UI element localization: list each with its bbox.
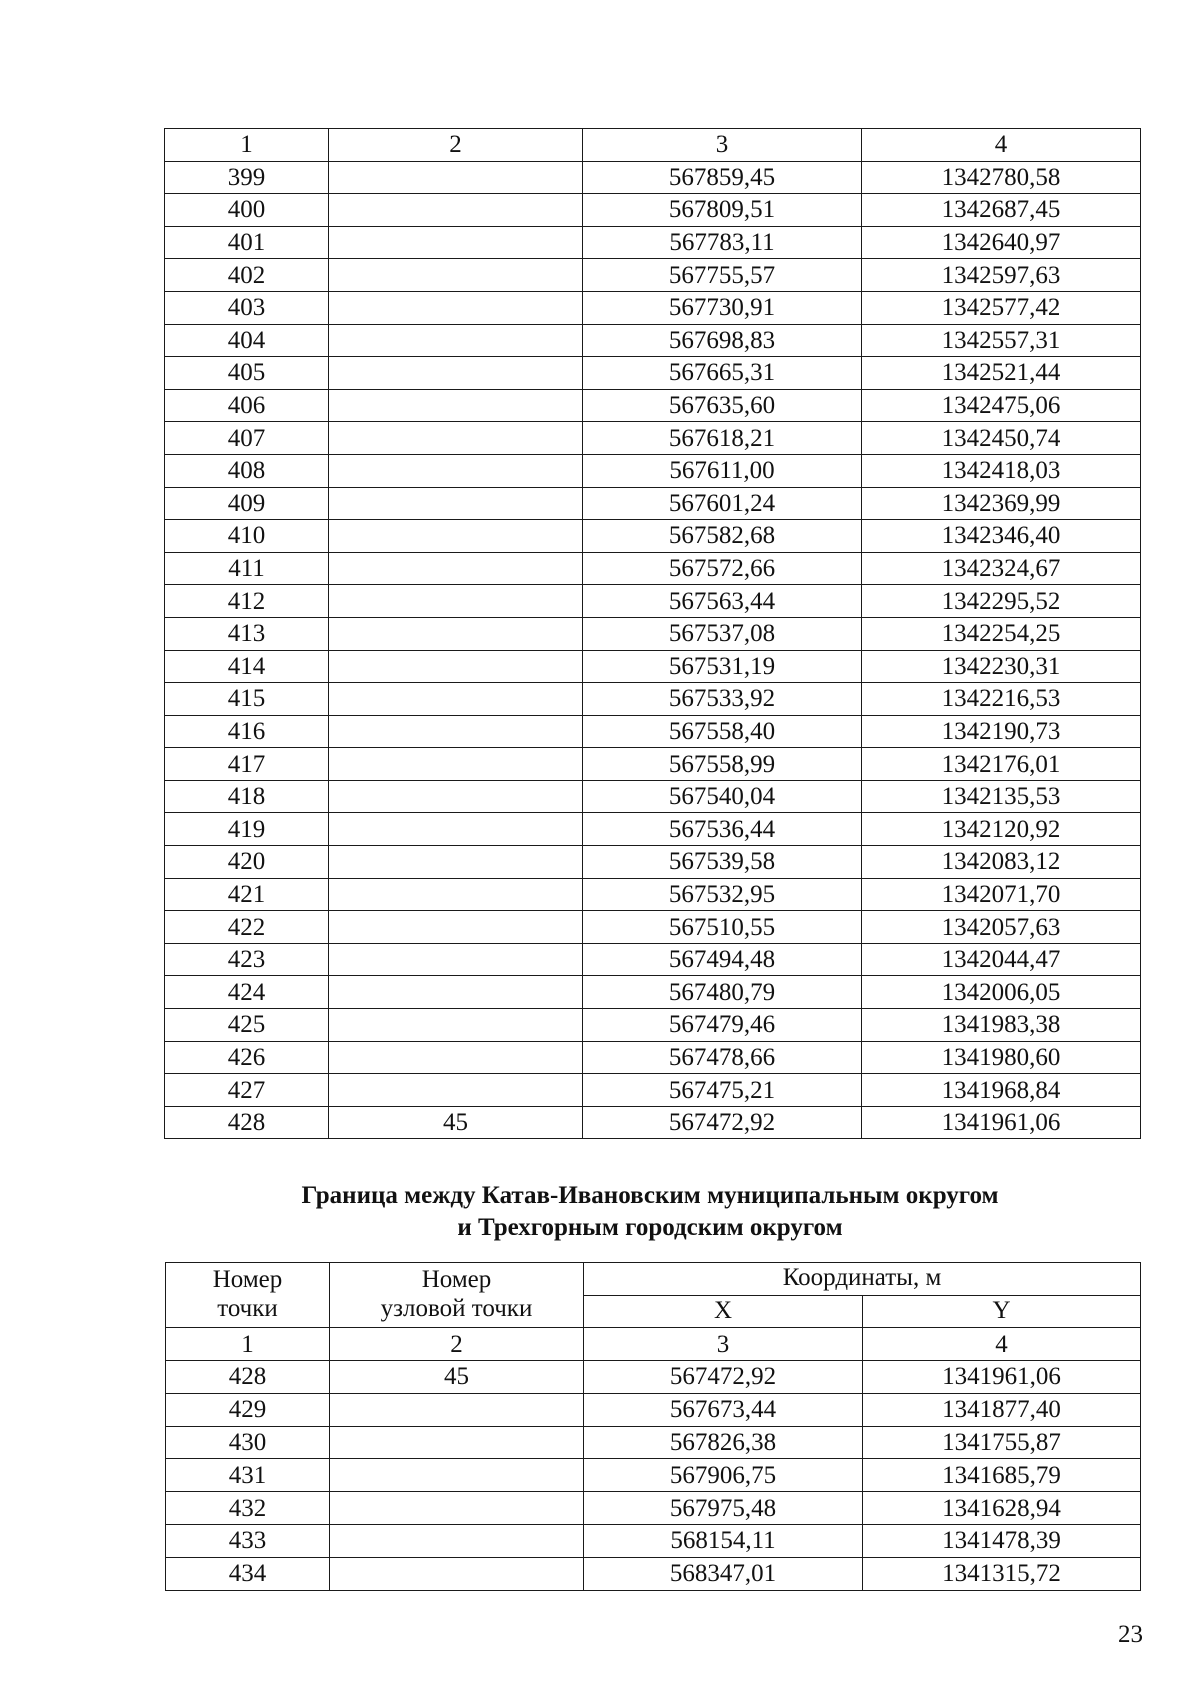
table-cell: 400: [165, 194, 329, 227]
table-cell: 567536,44: [583, 813, 862, 846]
table-cell: 408: [165, 454, 329, 487]
table-cell: 567472,92: [583, 1106, 862, 1139]
table-cell: 567510,55: [583, 911, 862, 944]
table-cell: [329, 324, 583, 357]
table-cell: 567826,38: [584, 1426, 863, 1459]
table-cell: [329, 487, 583, 520]
table-row: [165, 617, 1141, 650]
table-cell: 427: [165, 1074, 329, 1107]
column-number-cell: 1: [166, 1328, 330, 1361]
table-cell: 567532,95: [583, 878, 862, 911]
table-cell: 1341478,39: [863, 1524, 1141, 1557]
table-cell: 567730,91: [583, 291, 862, 324]
table-cell: [329, 715, 583, 748]
table-row: [165, 520, 1141, 553]
heading-line-2: и Трехгорным городским округом: [457, 1214, 843, 1241]
table-cell: [329, 911, 583, 944]
page-number: 23: [1118, 1621, 1143, 1648]
table-row: [166, 1360, 1141, 1393]
table-cell: [329, 389, 583, 422]
table-row: [165, 1041, 1141, 1074]
table-cell: 1342418,03: [862, 454, 1141, 487]
table-cell: 567601,24: [583, 487, 862, 520]
table-cell: 434: [166, 1557, 330, 1590]
table-cell: 430: [166, 1426, 330, 1459]
table-cell: 414: [165, 650, 329, 683]
column-number-cell: 2: [329, 129, 583, 162]
table-cell: 1342216,53: [862, 683, 1141, 716]
table-cell: 428: [166, 1360, 330, 1393]
table-row: [166, 1492, 1141, 1525]
table-body: [166, 1360, 1141, 1590]
table-cell: [329, 520, 583, 553]
table-cell: 567611,00: [583, 454, 862, 487]
table-cell: 567539,58: [583, 846, 862, 879]
table-cell: 401: [165, 226, 329, 259]
table-cell: [329, 780, 583, 813]
table-cell: 1341980,60: [862, 1041, 1141, 1074]
table-cell: [329, 1041, 583, 1074]
table-cell: [329, 943, 583, 976]
x-header: X: [584, 1295, 863, 1328]
table-cell: 424: [165, 976, 329, 1009]
table-row: [165, 324, 1141, 357]
table-cell: 567665,31: [583, 357, 862, 390]
table-cell: [329, 813, 583, 846]
table-cell: 1341968,84: [862, 1074, 1141, 1107]
table-cell: 1341877,40: [863, 1393, 1141, 1426]
table-cell: 1342006,05: [862, 976, 1141, 1009]
table-row: [165, 683, 1141, 716]
table-cell: 567480,79: [583, 976, 862, 1009]
table-cell: 419: [165, 813, 329, 846]
table-cell: 429: [166, 1393, 330, 1426]
table-row: [165, 911, 1141, 944]
table-cell: 567558,99: [583, 748, 862, 781]
table-cell: 1342083,12: [862, 846, 1141, 879]
table-cell: 406: [165, 389, 329, 422]
table-cell: 1342254,25: [862, 617, 1141, 650]
table-row: [165, 715, 1141, 748]
table-cell: [330, 1492, 584, 1525]
table-cell: 415: [165, 683, 329, 716]
table-row: [165, 357, 1141, 390]
table-cell: [329, 291, 583, 324]
table-cell: 409: [165, 487, 329, 520]
table-row: [165, 585, 1141, 618]
node-number-header: Номер узловой точки: [330, 1263, 584, 1328]
table-cell: 567475,21: [583, 1074, 862, 1107]
table-cell: 1342369,99: [862, 487, 1141, 520]
table-cell: 567479,46: [583, 1009, 862, 1042]
table-cell: 407: [165, 422, 329, 455]
table-row: [165, 813, 1141, 846]
table-cell: 1342057,63: [862, 911, 1141, 944]
table-cell: 410: [165, 520, 329, 553]
table-cell: 431: [166, 1459, 330, 1492]
table-row: [166, 1557, 1141, 1590]
column-number-cell: 4: [862, 129, 1141, 162]
table-cell: 567673,44: [584, 1393, 863, 1426]
table-cell: [329, 617, 583, 650]
table-row: [165, 780, 1141, 813]
table-cell: 567572,66: [583, 552, 862, 585]
table-cell: 567540,04: [583, 780, 862, 813]
column-number-cell: 3: [584, 1328, 863, 1361]
table-body: [165, 161, 1141, 1139]
table-row: [166, 1524, 1141, 1557]
table-cell: 567975,48: [584, 1492, 863, 1525]
table-cell: 1342780,58: [862, 161, 1141, 194]
table-cell: 567698,83: [583, 324, 862, 357]
coordinates-table-continued: [164, 128, 1141, 1139]
column-number-row: [166, 1328, 1141, 1361]
table-cell: [329, 976, 583, 1009]
table-cell: 399: [165, 161, 329, 194]
table-cell: [329, 1074, 583, 1107]
y-header: Y: [863, 1295, 1141, 1328]
table-cell: 426: [165, 1041, 329, 1074]
table-cell: 1342044,47: [862, 943, 1141, 976]
table-cell: 567635,60: [583, 389, 862, 422]
table-cell: [329, 748, 583, 781]
table-row: [165, 878, 1141, 911]
table-cell: 420: [165, 846, 329, 879]
table-cell: [330, 1426, 584, 1459]
table-cell: [329, 422, 583, 455]
table-cell: [329, 650, 583, 683]
table-cell: 405: [165, 357, 329, 390]
table-cell: [330, 1524, 584, 1557]
table-row: [165, 487, 1141, 520]
table-cell: 404: [165, 324, 329, 357]
table-cell: 1341755,87: [863, 1426, 1141, 1459]
table-row: [165, 259, 1141, 292]
table-cell: [329, 878, 583, 911]
table-cell: 567618,21: [583, 422, 862, 455]
table-cell: 1342135,53: [862, 780, 1141, 813]
table-cell: 1342557,31: [862, 324, 1141, 357]
table-cell: 45: [329, 1106, 583, 1139]
table-cell: 422: [165, 911, 329, 944]
table-row: [165, 976, 1141, 1009]
table-cell: 1342071,70: [862, 878, 1141, 911]
table-cell: [329, 552, 583, 585]
table-row: [166, 1459, 1141, 1492]
table-cell: 1342475,06: [862, 389, 1141, 422]
table-cell: 416: [165, 715, 329, 748]
table-cell: 1342577,42: [862, 291, 1141, 324]
table-cell: [329, 846, 583, 879]
point-number-header: Номер точки: [166, 1263, 330, 1328]
table-cell: 425: [165, 1009, 329, 1042]
table-cell: 423: [165, 943, 329, 976]
table-row: [165, 943, 1141, 976]
table-row: [165, 552, 1141, 585]
table-cell: [329, 683, 583, 716]
table-cell: 432: [166, 1492, 330, 1525]
column-number-row: [165, 129, 1141, 162]
table-cell: 1342120,92: [862, 813, 1141, 846]
section-heading: [150, 1180, 1150, 1244]
coordinates-header: Координаты, м: [584, 1263, 1141, 1296]
table-cell: 1342450,74: [862, 422, 1141, 455]
table-cell: [330, 1557, 584, 1590]
table-cell: 567478,66: [583, 1041, 862, 1074]
table-cell: [329, 1009, 583, 1042]
table-row: [165, 194, 1141, 227]
table-row: [165, 161, 1141, 194]
table-cell: 1341628,94: [863, 1492, 1141, 1525]
table-cell: 567755,57: [583, 259, 862, 292]
table-row: [165, 650, 1141, 683]
table-row: [166, 1426, 1141, 1459]
table-cell: 1342346,40: [862, 520, 1141, 553]
table-cell: 1342176,01: [862, 748, 1141, 781]
table-cell: 1341961,06: [863, 1360, 1141, 1393]
column-number-cell: 4: [863, 1328, 1141, 1361]
table-row: [165, 1009, 1141, 1042]
table-cell: [329, 194, 583, 227]
table-row: [165, 454, 1141, 487]
column-number-cell: 2: [330, 1328, 584, 1361]
table-row: [165, 226, 1141, 259]
table-cell: 567494,48: [583, 943, 862, 976]
table-cell: 567582,68: [583, 520, 862, 553]
table-cell: 567533,92: [583, 683, 862, 716]
table-cell: 418: [165, 780, 329, 813]
table-cell: 1341983,38: [862, 1009, 1141, 1042]
table-cell: 1342687,45: [862, 194, 1141, 227]
table-cell: 567537,08: [583, 617, 862, 650]
table-cell: 413: [165, 617, 329, 650]
table-row: [165, 846, 1141, 879]
table-cell: [330, 1459, 584, 1492]
table-cell: 428: [165, 1106, 329, 1139]
heading-line-1: Граница между Катав-Ивановским муниципальным округом: [301, 1182, 999, 1209]
table-cell: [329, 454, 583, 487]
table-row: [165, 291, 1141, 324]
table-cell: 1341685,79: [863, 1459, 1141, 1492]
table-cell: [330, 1393, 584, 1426]
table-cell: [329, 226, 583, 259]
table-cell: 567906,75: [584, 1459, 863, 1492]
table-cell: 567563,44: [583, 585, 862, 618]
table-cell: 567859,45: [583, 161, 862, 194]
table-cell: 1342521,44: [862, 357, 1141, 390]
table-cell: 412: [165, 585, 329, 618]
table-cell: 402: [165, 259, 329, 292]
table-cell: 1342190,73: [862, 715, 1141, 748]
boundary-coordinates-table: [165, 1262, 1141, 1591]
table-cell: 568154,11: [584, 1524, 863, 1557]
table-cell: 567809,51: [583, 194, 862, 227]
table-row: [165, 389, 1141, 422]
table-cell: 567531,19: [583, 650, 862, 683]
table-cell: 1341961,06: [862, 1106, 1141, 1139]
table-cell: 567783,11: [583, 226, 862, 259]
table-cell: [329, 585, 583, 618]
table-cell: [329, 357, 583, 390]
table-cell: 411: [165, 552, 329, 585]
table-cell: 433: [166, 1524, 330, 1557]
table-cell: 567558,40: [583, 715, 862, 748]
table-row: [165, 748, 1141, 781]
table-cell: 568347,01: [584, 1557, 863, 1590]
table-cell: [329, 161, 583, 194]
table-cell: 421: [165, 878, 329, 911]
table-cell: 567472,92: [584, 1360, 863, 1393]
table-row: [166, 1393, 1141, 1426]
table-cell: 1342295,52: [862, 585, 1141, 618]
table-cell: 45: [330, 1360, 584, 1393]
table-cell: 1342324,67: [862, 552, 1141, 585]
column-number-cell: 3: [583, 129, 862, 162]
table-cell: [329, 259, 583, 292]
table-row: [165, 1074, 1141, 1107]
table-cell: 1342640,97: [862, 226, 1141, 259]
column-number-cell: 1: [165, 129, 329, 162]
table-cell: 403: [165, 291, 329, 324]
table-cell: 1341315,72: [863, 1557, 1141, 1590]
table-cell: 417: [165, 748, 329, 781]
table-cell: 1342230,31: [862, 650, 1141, 683]
table-row: [165, 422, 1141, 455]
table-row: [165, 1106, 1141, 1139]
table-cell: 1342597,63: [862, 259, 1141, 292]
